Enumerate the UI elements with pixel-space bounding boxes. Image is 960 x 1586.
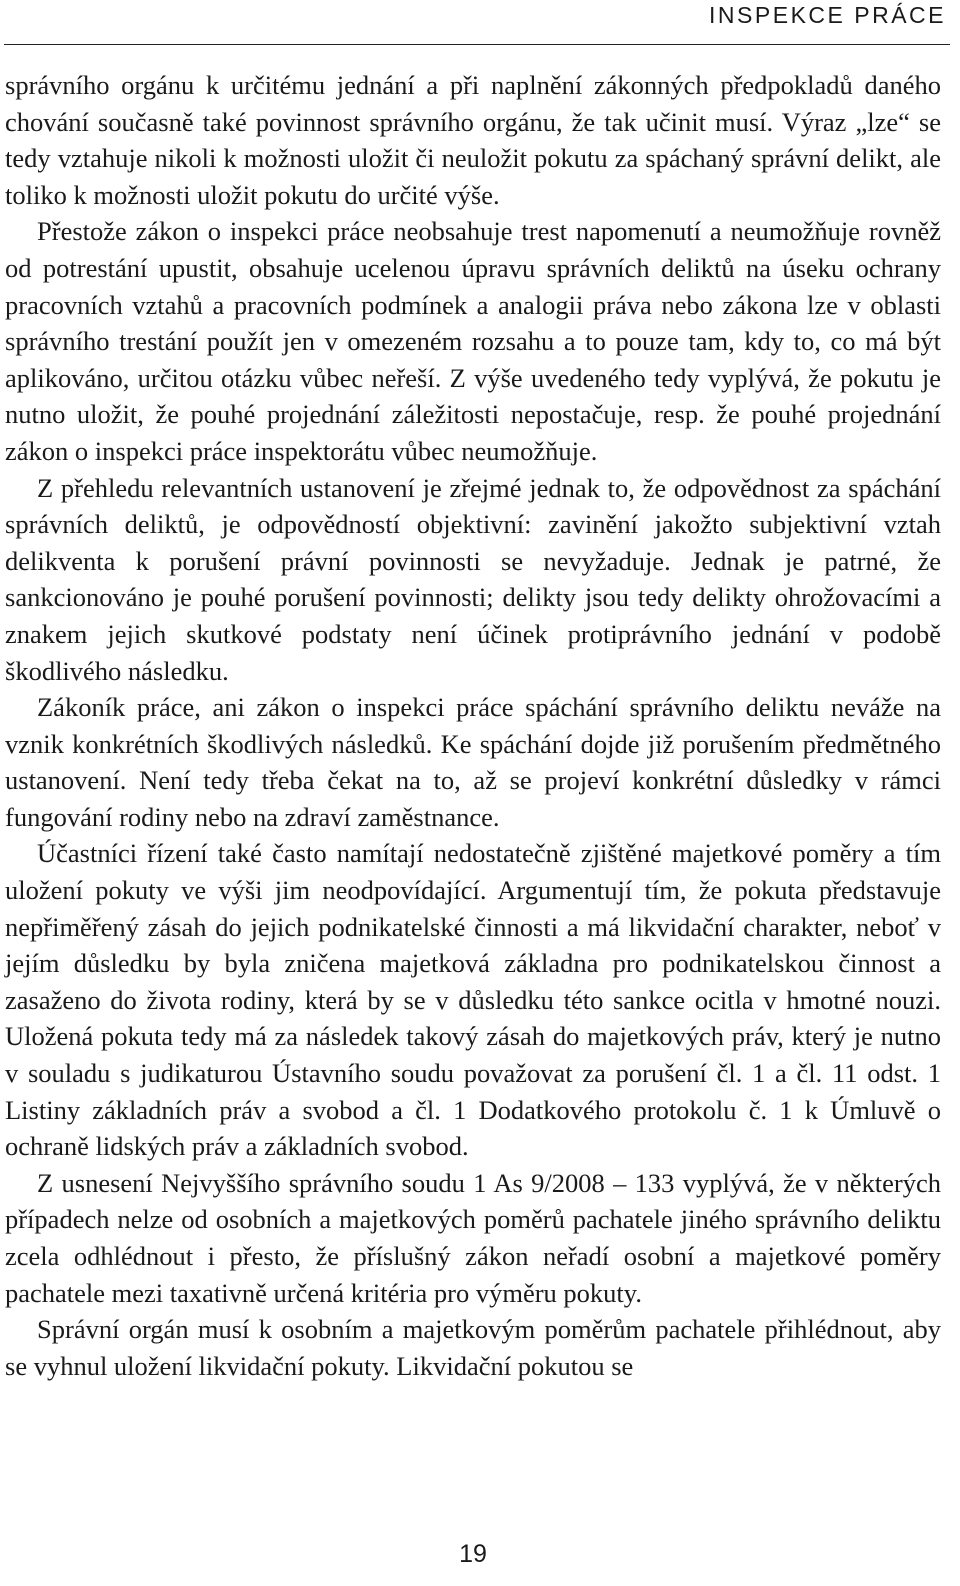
paragraph: Z usnesení Nejvyššího správního soudu 1 As 9/2008 – 133 vyplývá, že v některých případech nelze od osobních a majetkových poměrů pachatele jiného správního deliktu zcela odhlédnout i přesto, že příslušný zákon neřadí osobní a majetkové poměry pachatele mezi taxativně určená kritéria pro výměru pokuty. (5, 1167, 941, 1308)
body-text (5, 67, 941, 1384)
paragraph: Přestože zákon o inspekci práce neobsahuje trest napomenutí a neumožňuje rovněž od potrestání upustit, obsahuje ucelenou úpravu správních deliktů na úseku ochrany pracovních vztahů a pracovních podmínek a analogii práva nebo zákona lze v oblasti správního trestání použít jen v omezeném rozsahu a to pouze tam, kdy to, co má být aplikováno, určitou otázku vůbec neřeší. Z výše uvedeného tedy vyplývá, že pokutu je nutno uložit, že pouhé projednání záležitosti nepostačuje, resp. že pouhé projednání zákon o inspekci práce inspektorátu vůbec neumožňuje. (5, 216, 941, 466)
paragraph-continued: správního orgánu k určitému jednání a při naplnění zákonných předpokladů daného chování současně také povinnost správního orgánu, že tak učinit musí. Výraz „lze“ se tedy vztahuje nikoli k možnosti uložit či neuložit pokutu za spáchaný správní delikt, ale toliko k možnosti uložit pokutu do určité výše. (5, 70, 941, 210)
paragraph: Z přehledu relevantních ustanovení je zřejmé jednak to, že odpovědnost za spáchání správních deliktů, je odpovědností objektivní: zavinění jakožto subjektivní vztah delikventa k porušení právní povinnosti se nevyžaduje. Jednak je patrné, že sankcionováno je pouhé porušení povinnosti; delikty jsou tedy delikty ohrožovacími a znakem jejich skutkové podstaty není účinek protiprávního jednání v podobě škodlivého následku. (5, 472, 941, 686)
paragraph: Účastníci řízení také často namítají nedostatečně zjištěné majetkové poměry a tím uložení pokuty ve výši jim neodpovídající. Argumentují tím, že pokuta představuje nepřiměřený zásah do jejich podnikatelské činnosti a má likvidační charakter, neboť v jejím důsledku by byla zničena majetková základna pro podnikatelskou činnost a zasaženo do života rodiny, která by se v důsledku této sankce ocitla v hmotné nouzi. Uložená pokuta tedy má za následek takový zásah do majetkových práv, který je nutno v souladu s judikaturou Ústavního soudu považovat za porušení čl. 1 a čl. 11 odst. 1 Listiny základních práv a svobod a čl. 1 Dodatkového protokolu č. 1 k Úmluvě o ochraně lidských práv a základních svobod. (5, 838, 941, 1162)
paragraph: Zákoník práce, ani zákon o inspekci práce spáchání správního deliktu neváže na vznik konkrétních škodlivých následků. Ke spáchání dojde již porušením předmětného ustanovení. Není tedy třeba čekat na to, až se projeví konkrétní důsledky v rámci fungování rodiny nebo na zdraví zaměstnance. (5, 692, 941, 832)
page-number: 19 (459, 1540, 487, 1568)
paragraph-last: Správní orgán musí k osobním a majetkovým poměrům pachatele přihlédnout, aby se vyhnul uložení likvidační pokuty. Likvidační pokutou se (5, 1314, 941, 1381)
running-header: INSPEKCE PRÁCE (709, 2, 946, 28)
header-rule (4, 44, 950, 45)
